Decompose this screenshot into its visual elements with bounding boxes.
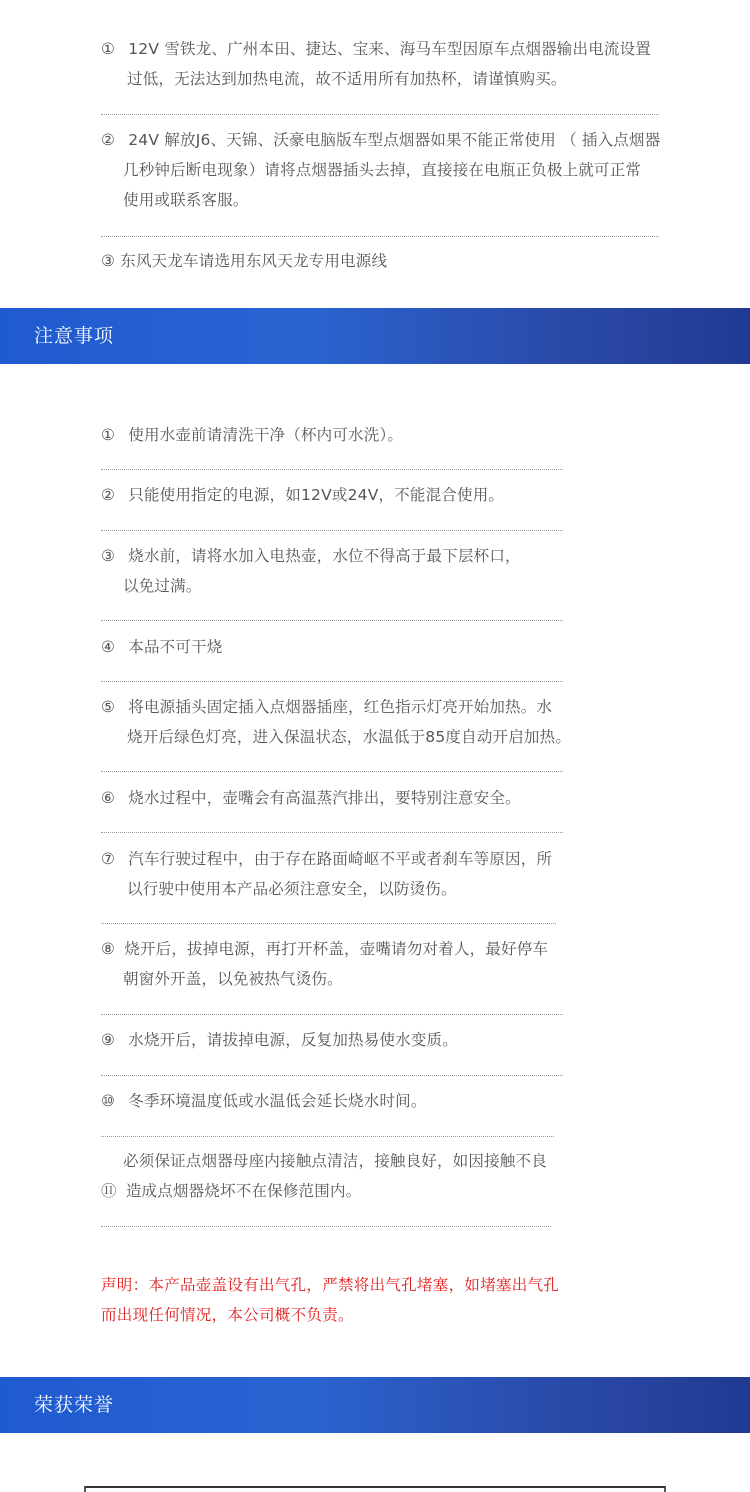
notice-item-11 — [101, 1146, 547, 1206]
item-text: 使用水壶前请清洗干净（杯内可水洗）。 — [128, 426, 404, 444]
notice-item-3 — [101, 541, 521, 601]
notice-item-1 — [101, 420, 403, 450]
divider — [101, 1075, 563, 1076]
section-title: 荣获荣誉 — [34, 1394, 115, 1416]
top-note-1 — [101, 34, 651, 94]
note-text: 使用或联系客服。 — [123, 191, 249, 209]
item-text: 烧水过程中，壶嘴会有高温蒸汽排出，要特别注意安全。 — [128, 789, 521, 807]
item-text: 造成点烟器烧坏不在保修范围内。 — [125, 1182, 362, 1200]
note-number: ③ — [101, 252, 116, 270]
item-text: 以行驶中使用本产品必须注意安全，以防烫伤。 — [127, 880, 457, 898]
divider — [101, 923, 556, 924]
divider — [101, 681, 563, 682]
item-text: 朝窗外开盖，以免被热气烫伤。 — [123, 970, 343, 988]
item-text: 只能使用指定的电源，如12V或24V，不能混合使用。 — [128, 486, 505, 504]
notice-item-5 — [101, 692, 571, 752]
notice-item-10 — [101, 1086, 427, 1116]
note-text: 12V 雪铁龙、广州本田、捷达、宝来、海马车型因原车点烟器输出电流设置 — [128, 40, 652, 58]
item-number: ⑥ — [101, 789, 116, 807]
divider — [101, 620, 563, 621]
item-text: 烧水前，请将水加入电热壶，水位不得高于最下层杯口， — [128, 547, 521, 565]
divider — [101, 1014, 563, 1015]
item-text: 烧开后，拔掉电源，再打开杯盖，壶嘴请勿对着人，最好停车 — [124, 940, 549, 958]
divider — [101, 236, 659, 237]
item-text: 必须保证点烟器母座内接触点清洁，接触良好，如因接触不良 — [123, 1152, 547, 1170]
item-number: ⑩ — [101, 1092, 116, 1110]
notice-item-8 — [101, 934, 548, 994]
divider — [101, 1226, 551, 1227]
disclaimer — [101, 1270, 559, 1330]
item-number: ⑤ — [101, 698, 116, 716]
item-number: ② — [101, 486, 116, 504]
item-number: ⑧ — [101, 940, 116, 958]
notice-item-7 — [101, 844, 552, 904]
divider — [101, 530, 563, 531]
item-number: ⑨ — [101, 1031, 116, 1049]
note-number: ① — [101, 40, 116, 58]
item-text: 水烧开后，请拔掉电源，反复加热易使水变质。 — [128, 1031, 458, 1049]
disclaimer-text: 声明：本产品壶盖设有出气孔，严禁将出气孔堵塞，如堵塞出气孔 — [101, 1276, 560, 1294]
item-text: 烧开后绿色灯亮，进入保温状态，水温低于85度自动开启加热。 — [127, 728, 572, 746]
item-text: 本品不可干烧 — [128, 638, 223, 656]
disclaimer-text: 而出现任何情况，本公司概不负责。 — [101, 1306, 354, 1324]
item-number: ⑦ — [101, 850, 116, 868]
notice-item-2 — [101, 480, 504, 510]
item-text: 冬季环境温度低或水温低会延长烧水时间。 — [128, 1092, 427, 1110]
section-title: 注意事项 — [34, 325, 115, 347]
divider — [101, 1136, 554, 1137]
divider — [101, 469, 563, 470]
item-number: ⑪ — [101, 1182, 117, 1200]
item-text: 将电源插头固定插入点烟器插座，红色指示灯亮开始加热。水 — [128, 698, 553, 716]
item-number: ④ — [101, 638, 116, 656]
item-text: 汽车行驶过程中，由于存在路面崎岖不平或者刹车等原因，所 — [128, 850, 553, 868]
section-banner-honor — [0, 1377, 750, 1433]
note-number: ② — [101, 131, 116, 149]
top-note-3 — [101, 246, 387, 276]
item-number: ③ — [101, 547, 116, 565]
divider — [101, 114, 659, 115]
notice-item-4 — [101, 632, 222, 662]
divider — [101, 832, 563, 833]
note-text: 过低，无法达到加热电流，故不适用所有加热杯，请谨慎购买。 — [127, 70, 567, 88]
top-note-2 — [101, 125, 660, 215]
item-number: ① — [101, 426, 116, 444]
note-text: 几秒钟后断电现象）请将点烟器插头去掉，直接接在电瓶正负极上就可正常 — [123, 161, 642, 179]
notice-item-6 — [101, 783, 521, 813]
section-banner-notice — [0, 308, 750, 364]
item-text: 以免过满。 — [123, 577, 202, 595]
certificate-image-frame — [84, 1486, 666, 1492]
notice-item-9 — [101, 1025, 458, 1055]
divider — [101, 771, 563, 772]
note-text: 24V 解放J6、天锦、沃豪电脑版车型点烟器如果不能正常使用 （ 插入点烟器 — [128, 131, 661, 149]
note-text: 东风天龙车请选用东风天龙专用电源线 — [120, 252, 388, 270]
